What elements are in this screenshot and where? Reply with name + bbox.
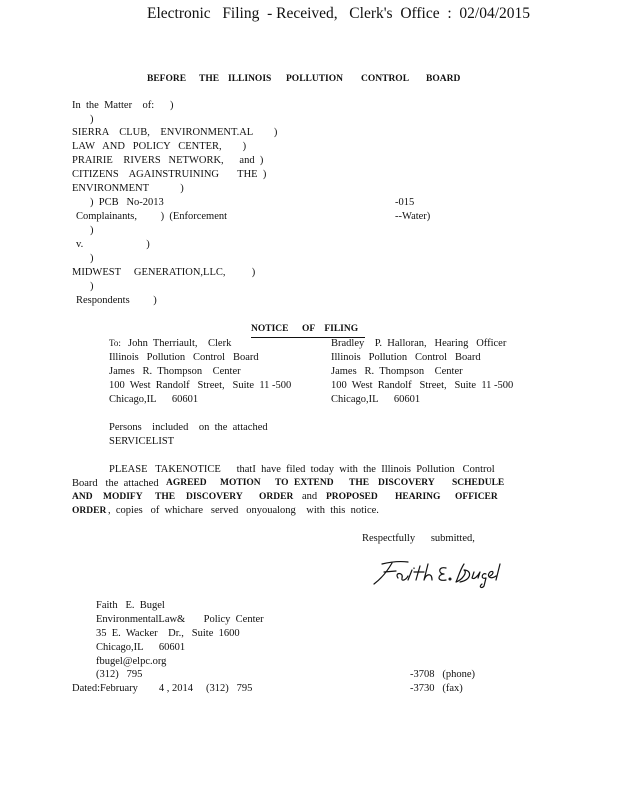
motion-word: ORDER: [259, 492, 294, 502]
caption-paren: ): [90, 114, 94, 125]
caption-pcb-number: ) PCB No-2013: [90, 197, 164, 208]
caption-matter: In the Matter of: ): [72, 100, 174, 111]
persons-included: Persons included on the attached: [109, 422, 268, 433]
motion-word: OFFICER: [455, 492, 498, 502]
addressee-right-line: James R. Thompson Center: [331, 366, 463, 377]
notice-body-text: and: [302, 491, 318, 502]
signer-address: 35 E. Wacker Dr., Suite 1600: [96, 628, 240, 639]
caption-complainants: Complainants, ) (Enforcement: [76, 211, 228, 222]
to-label: To:: [109, 338, 121, 348]
motion-word: TO: [275, 478, 289, 488]
notice-body-text: , copies of whichare served onyoualong with this notice.: [108, 505, 379, 516]
signer-fax-number: -3730 (fax): [410, 683, 463, 694]
signer-phone-number: -3708 (phone): [410, 669, 476, 680]
signer-name: Faith E. Bugel: [96, 600, 165, 611]
motion-word: HEARING: [395, 492, 441, 502]
notice-title-a: NOTICE: [251, 324, 289, 334]
heading-before: BEFORE: [147, 74, 187, 84]
respectfully-submitted: Respectfully submitted,: [362, 533, 475, 544]
addressee-right-line: Bradley P. Halloran, Hearing Officer: [331, 338, 507, 349]
notice-body-line: PLEASE TAKENOTICE thatI have filed today with the Illinois Pollution Control: [109, 464, 495, 475]
signer-organization: EnvironmentalLaw& Policy Center: [96, 614, 264, 625]
caption-paren: ): [90, 253, 94, 264]
handwritten-signature: [368, 556, 508, 590]
caption-pcb-suffix: -015: [395, 197, 415, 208]
notice-body-text: Board the attached: [72, 478, 159, 489]
motion-word: SCHEDULE: [452, 478, 505, 488]
motion-word: AGREED: [166, 478, 207, 488]
caption-party-line: PRAIRIE RIVERS NETWORK, and ): [72, 155, 264, 166]
caption-water: --Water): [395, 211, 431, 222]
caption-versus: v. ): [76, 239, 150, 250]
caption-paren: ): [90, 225, 94, 236]
heading-pollution: POLLUTION: [286, 74, 344, 84]
caption-party-line: LAW AND POLICY CENTER, ): [72, 141, 247, 152]
caption-respondent-name: MIDWEST GENERATION,LLC, ): [72, 267, 256, 278]
addressee-right-line: 100 West Randolf Street, Suite 11 -500: [331, 380, 514, 391]
addressee-left-line: 100 West Randolf Street, Suite 11 -500: [109, 380, 292, 391]
caption-party-line: ENVIRONMENT ): [72, 183, 184, 194]
heading-board: BOARD: [426, 74, 461, 84]
addressee-left-line: Illinois Pollution Control Board: [109, 352, 259, 363]
caption-party-line: CITIZENS AGAINSTRUINING THE ): [72, 169, 267, 180]
signer-phone-area: (312) 795: [96, 669, 143, 680]
notice-title-b: OF FILING: [302, 324, 359, 334]
motion-word: DISCOVERY: [378, 478, 435, 488]
motion-word: MOTION: [220, 478, 261, 488]
motion-word: THE: [349, 478, 370, 488]
motion-word: PROPOSED: [326, 492, 378, 502]
motion-word: MODIFY: [103, 492, 143, 502]
motion-word: EXTEND: [294, 478, 334, 488]
addressee-left-line: Chicago,IL 60601: [109, 394, 199, 405]
caption-paren: ): [90, 281, 94, 292]
caption-party-line: SIERRA CLUB, ENVIRONMENT.AL ): [72, 127, 278, 138]
signer-email: fbugel@elpc.org: [96, 656, 167, 667]
caption-respondents: Respondents ): [76, 295, 157, 306]
heading-the: THE: [199, 74, 220, 84]
addressee-left-line: James R. Thompson Center: [109, 366, 241, 377]
motion-word: AND: [72, 492, 93, 502]
dated-line: Dated:February 4 , 2014: [72, 683, 194, 694]
motion-word: ORDER: [72, 506, 107, 516]
filing-stamp-header: Electronic Filing - Received, Clerk's Office : 02/04/2015: [147, 5, 531, 22]
addressee-right-line: Illinois Pollution Control Board: [331, 352, 481, 363]
addressee-right-line: Chicago,IL 60601: [331, 394, 421, 405]
heading-control: CONTROL: [361, 74, 410, 84]
motion-word: THE: [155, 492, 176, 502]
signer-city: Chicago,IL 60601: [96, 642, 186, 653]
addressee-left-line: John Therriault, Clerk: [128, 338, 232, 349]
signer-fax-area: (312) 795: [206, 683, 253, 694]
service-list: SERVICELIST: [109, 436, 175, 447]
heading-illinois: ILLINOIS: [228, 74, 272, 84]
motion-word: DISCOVERY: [186, 492, 243, 502]
